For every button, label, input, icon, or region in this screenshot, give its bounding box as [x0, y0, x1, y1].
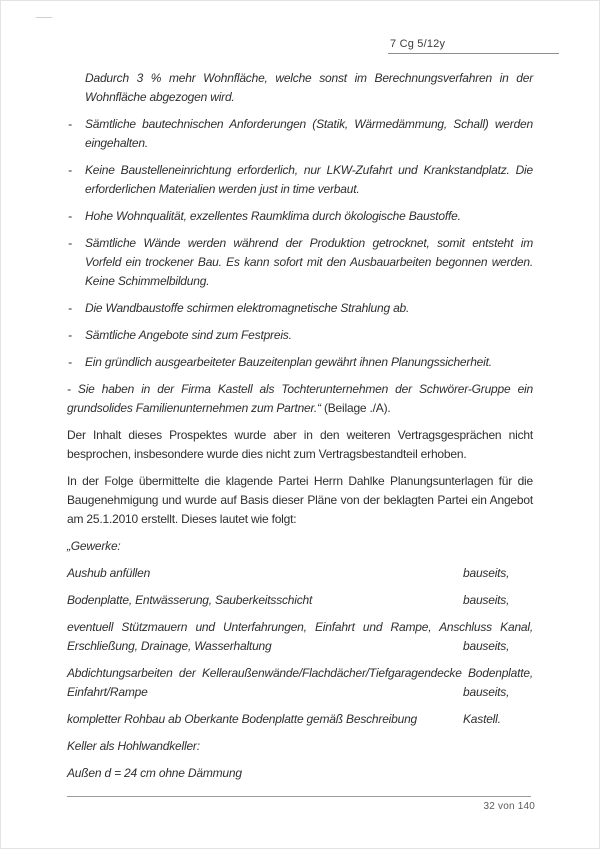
offer-item-text: Aushub anfüllen	[67, 566, 151, 580]
offer-item-rohbau	[67, 710, 533, 729]
offer-item-text-line1: eventuell Stützmauern und Unterfahrungen, Einfahrt und Rampe, Anschluss Kanal,	[67, 620, 533, 634]
offer-item-assignment: Kastell.	[463, 712, 501, 726]
bullet-dash: -	[68, 209, 72, 223]
bullet-text: Die Wandbaustoffe schirmen elektromagnetische Strahlung ab.	[85, 301, 410, 315]
offer-item-abdichtung	[67, 664, 533, 702]
bullet-text: Keine Baustelleneinrichtung erforderlich, nur LKW-Zufahrt und Krankstandplatz. Die erforderlichen Materialien werden just in time verbaut.	[85, 163, 533, 196]
paragraph-prospekt: Der Inhalt dieses Prospektes wurde aber in den weiteren Vertragsgesprächen nicht besprochen, insbesondere wurde dies nicht zum Vertragsbestandteil erhoben.	[67, 428, 533, 461]
document-body	[67, 69, 533, 791]
quoted-bullet-2	[67, 161, 533, 199]
offer-item-text: Erschließung, Drainage, Wasserhaltung	[67, 639, 272, 653]
offer-item-assignment: bauseits,	[463, 639, 510, 653]
offer-heading: „Gewerke:	[67, 539, 121, 553]
bullet-dash: -	[68, 328, 72, 342]
page-number-indicator: 32 von 140	[483, 801, 535, 812]
bullet-text: Sämtliche Wände werden während der Produktion getrocknet, somit entsteht im Vorfeld ein trockener Bau. Es kann sofort mit den Ausbauarbeiten begonnen werden. Keine Schimmelbildung.	[85, 236, 533, 288]
bullet-dash: -	[68, 163, 72, 177]
bullet-text: Hohe Wohnqualität, exzellentes Raumklima durch ökologische Baustoffe.	[85, 209, 461, 223]
offer-item-text-line1: Abdichtungsarbeiten der Kelleraußenwände/Flachdächer/Tiefgaragendecke Bodenplatte,	[67, 666, 533, 680]
case-number: 7 Cg 5/12y	[388, 38, 559, 54]
quoted-intro-paragraph: Dadurch 3 % mehr Wohnfläche, welche sonst im Berechnungsverfahren in der Wohnfläche abgezogen wird.	[85, 71, 533, 104]
quoted-bullet-1	[67, 115, 533, 153]
quoted-bullet-7	[67, 353, 533, 372]
offer-item-text: Bodenplatte, Entwässerung, Sauberkeitsschicht	[67, 593, 313, 607]
quoted-bullet-4	[67, 234, 533, 291]
bullet-text: Sämtliche bautechnischen Anforderungen (Statik, Wärmedämmung, Schall) werden eingehalten.	[85, 117, 533, 150]
bullet-dash: -	[68, 301, 72, 315]
bullet-text: Sämtliche Angebote sind zum Festpreis.	[85, 328, 292, 342]
bullet-text: Ein gründlich ausgearbeiteter Bauzeitenplan gewährt ihnen Planungssicherheit.	[85, 355, 492, 369]
bullet-text: - Sie haben in der Firma Kastell als Tochterunternehmen der Schwörer-Gruppe ein grundsolides Familienunternehmen zum Partner.“	[67, 382, 533, 415]
scan-fold-mark	[36, 17, 52, 18]
quoted-bullet-5	[67, 299, 533, 318]
offer-item-text: Einfahrt/Rampe	[67, 685, 148, 699]
offer-item-assignment: bauseits,	[463, 593, 510, 607]
offer-item-bodenplatte	[67, 591, 533, 610]
offer-item-text-line2	[67, 637, 533, 656]
offer-item-text-line2	[67, 683, 533, 702]
attachment-reference: (Beilage ./A).	[320, 401, 391, 415]
quoted-bullet-3	[67, 207, 533, 226]
offer-item-assignment: bauseits,	[463, 566, 510, 580]
bullet-dash: -	[68, 117, 72, 131]
paragraph-angebot: In der Folge übermittelte die klagende Partei Herrn Dahlke Planungsunterlagen für die Baugenehmigung und wurde auf Basis dieser Pläne von der beklagten Partei ein Angebot am 25.1.2010 erstellt. Dieses lautet wie folgt:	[67, 474, 533, 526]
offer-item-keller: Keller als Hohlwandkeller:	[67, 739, 200, 753]
offer-item-aussenwand: Außen d = 24 cm ohne Dämmung	[67, 766, 242, 780]
footer-divider	[67, 796, 531, 797]
quoted-bullet-6	[67, 326, 533, 345]
offer-item-text: kompletter Rohbau ab Oberkante Bodenplatte gemäß Beschreibung	[67, 712, 418, 726]
quoted-bullet-final	[67, 380, 533, 418]
bullet-dash: -	[68, 236, 72, 250]
bullet-dash: -	[68, 355, 72, 369]
offer-item-assignment: bauseits,	[463, 685, 510, 699]
offer-item-stuetzmauern	[67, 618, 533, 656]
offer-item-aushub	[67, 564, 533, 583]
